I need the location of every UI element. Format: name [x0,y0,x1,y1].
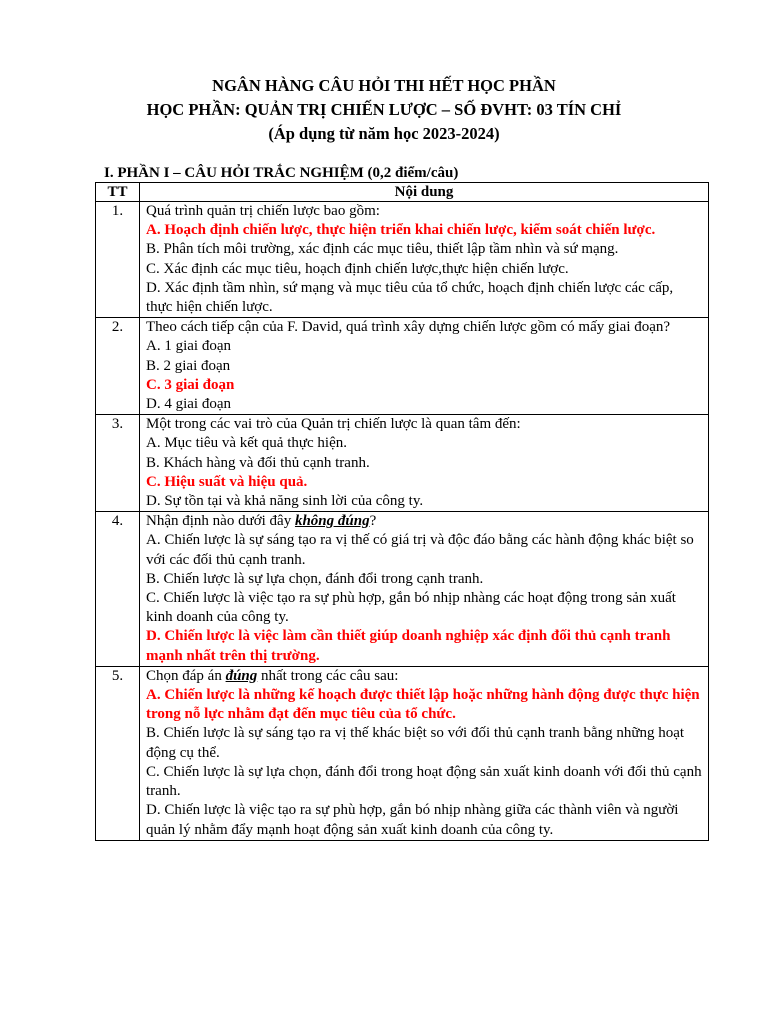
question-stem-text: nhất trong các câu sau: [257,667,399,684]
question-row [96,415,709,512]
answer-option: C. Chiến lược là sự lựa chọn, đánh đổi trong hoạt động sản xuất kinh doanh với đối thủ cạnh tranh. [146,763,702,800]
answer-option: C. Xác định các mục tiêu, hoạch định chiến lược,thực hiện chiến lược. [146,260,569,277]
question-number: 4. [96,512,140,667]
question-content [140,666,709,840]
question-content [140,202,709,318]
question-row [96,512,709,667]
answer-option: B. Khách hàng và đối thủ cạnh tranh. [146,454,370,471]
question-table [95,182,709,841]
document-heading [0,74,768,146]
question-stem-emphasis: đúng [225,667,258,684]
question-number: 3. [96,415,140,512]
answer-option: B. Chiến lược là sự sáng tạo ra vị thế khác biệt so với đối thủ cạnh tranh bằng những hoạt động cụ thể. [146,725,685,761]
answer-option: A. 1 giai đoạn [146,338,231,355]
answer-option: D. Xác định tầm nhìn, sứ mạng và mục tiêu của tổ chức, hoạch định chiến lược các cấp, thực hiện chiến lược. [146,279,674,316]
answer-option: B. Chiến lược là sự lựa chọn, đánh đổi trong cạnh tranh. [146,570,484,587]
question-row [96,666,709,840]
answer-option: A. Mục tiêu và kết quả thực hiện. [146,435,347,452]
question-row [96,202,709,318]
column-header-content: Nội dung [140,183,709,202]
answer-option: A. Chiến lược là sự sáng tạo ra vị thế có giá trị và độc đáo bằng các hành động khác biệt so với các đối thủ cạnh tranh. [146,532,694,568]
question-stem-emphasis: không đúng [294,513,370,530]
document-title: NGÂN HÀNG CÂU HỎI THI HẾT HỌC PHẦN [212,76,556,95]
question-number: 2. [96,318,140,415]
question-stem: Quá trình quản trị chiến lược bao gồm: [146,203,380,219]
question-stem-text: ? [369,513,377,530]
question-stem-text: Chọn đáp án [146,667,226,684]
question-stem [146,667,702,686]
question-content [140,318,709,415]
answer-option-correct: A. Chiến lược là những kế hoạch được thiết lập hoặc những hành động được thực hiện trong nỗ lực nhằm đạt đến mục tiêu của tổ chức. [146,687,700,723]
answer-option-correct: C. Hiệu suất và hiệu quả. [146,473,308,490]
question-number: 5. [96,666,140,840]
answer-option-correct: C. 3 giai đoạn [146,376,235,393]
question-content [140,512,709,667]
section-title: I. PHẦN I – CÂU HỎI TRẮC NGHIỆM (0,2 điểm/câu) [104,165,459,181]
table-header-row [96,183,709,202]
question-stem: Một trong các vai trò của Quản trị chiến lược là quan tâm đến: [146,416,521,433]
answer-option-correct: A. Hoạch định chiến lược, thực hiện triển khai chiến lược, kiểm soát chiến lược. [146,222,656,239]
course-line: HỌC PHẦN: QUẢN TRỊ CHIẾN LƯỢC – SỐ ĐVHT: 03 TÍN CHỈ [146,100,622,119]
answer-option: D. 4 giai đoạn [146,396,231,413]
question-stem-text: Nhận định nào dưới đây [146,513,295,530]
answer-option: B. Phân tích môi trường, xác định các mục tiêu, thiết lập tầm nhìn và sứ mạng. [146,241,619,258]
answer-option: D. Chiến lược là việc tạo ra sự phù hợp, gắn bó nhịp nhàng giữa các thành viên và người quản lý nhằm đẩy mạnh hoạt động sản xuất kinh doanh của công ty. [146,802,679,838]
applicability-line: (Áp dụng từ năm học 2023-2024) [268,124,500,143]
question-stem [146,512,702,531]
question-row [96,318,709,415]
answer-option: C. Chiến lược là việc tạo ra sự phù hợp, gắn bó nhịp nhàng các hoạt động trong sản xuất kinh doanh của công ty. [146,590,676,626]
answer-option: B. 2 giai đoạn [146,357,231,374]
column-header-number: TT [96,183,140,202]
answer-option-correct: D. Chiến lược là việc làm cần thiết giúp doanh nghiệp xác định đối thủ cạnh tranh mạnh nhất trên thị trường. [146,628,671,664]
question-content [140,415,709,512]
question-number: 1. [96,202,140,318]
question-stem: Theo cách tiếp cận của F. David, quá trình xây dựng chiến lược gồm có mấy giai đoạn? [146,319,671,336]
answer-option: D. Sự tồn tại và khả năng sinh lời của công ty. [146,493,424,510]
